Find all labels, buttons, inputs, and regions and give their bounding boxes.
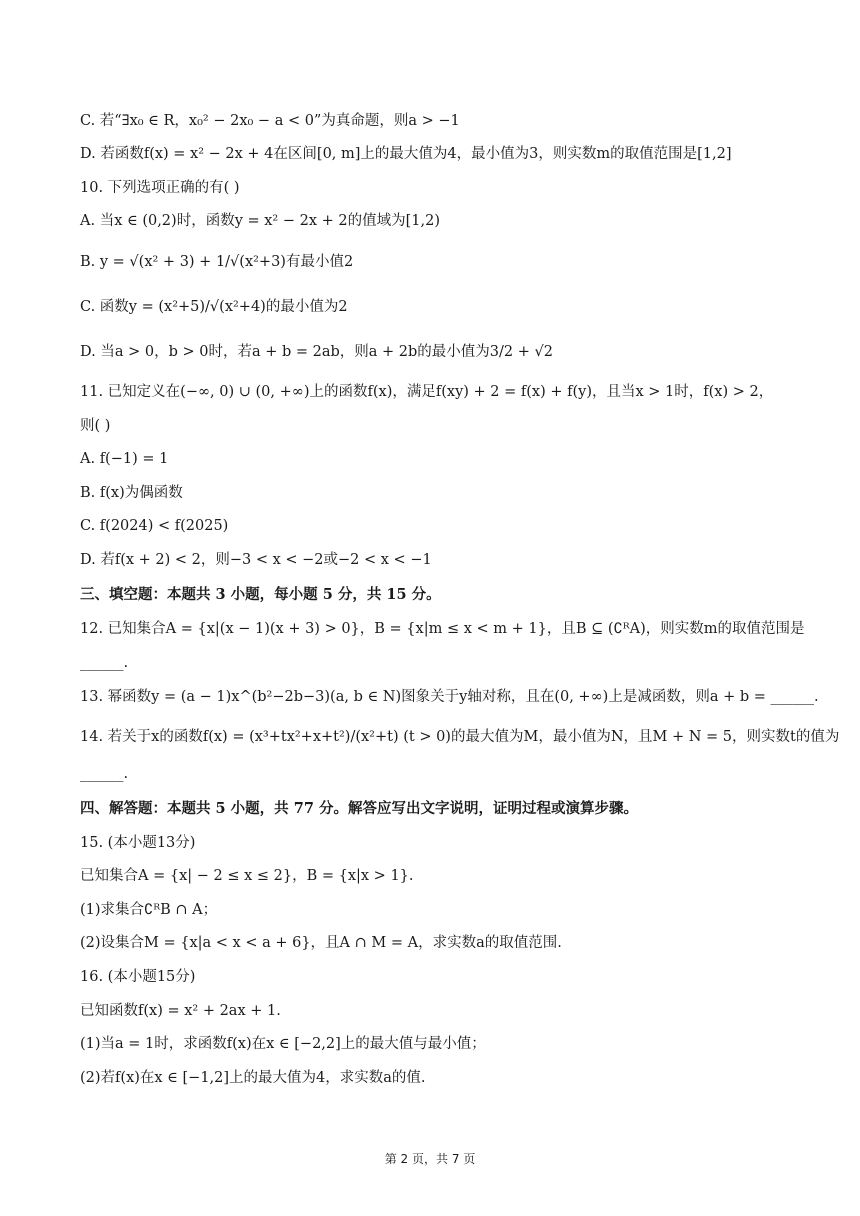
option-10d: D. 当a > 0，b > 0时，若a + b = 2ab，则a + 2b的最小值为3/2 + √2: [80, 344, 553, 360]
question-15-part1: (1)求集合∁ᴿB ∩ A；: [80, 902, 218, 918]
option-11b: B. f(x)为偶函数: [80, 485, 183, 501]
section-4-heading: 四、解答题：本题共 5 小题，共 77 分。解答应写出文字说明，证明过程或演算步骤。: [80, 800, 638, 817]
question-15-part2: (2)设集合M = {x|a < x < a + 6}，且A ∩ M = A，求实数a的取值范围.: [80, 935, 562, 951]
question-16: 16. (本小题15分): [80, 969, 196, 985]
question-16-part2: (2)若f(x)在x ∈ [−1,2]上的最大值为4，求实数a的值.: [80, 1070, 426, 1086]
question-11: 11. 已知定义在(−∞, 0) ∪ (0, +∞)上的函数f(x)，满足f(xy) + 2 = f(x) + f(y)，且当x > 1时，f(x) > 2，: [80, 384, 774, 400]
question-13: 13. 幂函数y = (a − 1)x^(b²−2b−3)(a, b ∈ N)图象关于y轴对称，且在(0, +∞)上是减函数，则a + b = ______.: [80, 689, 819, 705]
option-10a: A. 当x ∈ (0,2)时，函数y = x² − 2x + 2的值域为[1,2): [80, 213, 440, 229]
section-3-heading: 三、填空题：本题共 3 小题，每小题 5 分，共 15 分。: [80, 586, 441, 603]
option-11c: C. f(2024) < f(2025): [80, 518, 229, 534]
question-16-part1: (1)当a = 1时，求函数f(x)在x ∈ [−2,2]上的最大值与最小值；: [80, 1036, 486, 1052]
option-10c: C. 函数y = (x²+5)/√(x²+4)的最小值为2: [80, 299, 348, 315]
question-12-blank: ______.: [80, 655, 129, 671]
question-14: 14. 若关于x的函数f(x) = (x³+tx²+x+t²)/(x²+t) (t > 0)的最大值为M，最小值为N，且M + N = 5，则实数t的值为: [80, 729, 840, 745]
page-footer: 第 2 页，共 7 页: [384, 1152, 476, 1166]
option-9c: C. 若“∃x₀ ∈ R，x₀² − 2x₀ − a < 0”为真命题，则a > −1: [80, 113, 460, 129]
question-11-cont: 则( ): [80, 418, 111, 434]
option-11d: D. 若f(x + 2) < 2，则−3 < x < −2或−2 < x < −1: [80, 552, 432, 568]
question-15: 15. (本小题13分): [80, 835, 196, 851]
question-15-stem: 已知集合A = {x| − 2 ≤ x ≤ 2}，B = {x|x > 1}.: [80, 868, 414, 884]
question-14-blank: ______.: [80, 766, 129, 782]
question-12: 12. 已知集合A = {x|(x − 1)(x + 3) > 0}，B = {x|m ≤ x < m + 1}，且B ⊆ (∁ᴿA)，则实数m的取值范围是: [80, 621, 805, 637]
option-9d: D. 若函数f(x) = x² − 2x + 4在区间[0, m]上的最大值为4，最小值为3，则实数m的取值范围是[1,2]: [80, 146, 732, 162]
question-16-stem: 已知函数f(x) = x² + 2ax + 1.: [80, 1003, 281, 1019]
question-10: 10. 下列选项正确的有( ): [80, 180, 240, 196]
option-10b: B. y = √(x² + 3) + 1/√(x²+3)有最小值2: [80, 254, 354, 270]
option-11a: A. f(−1) = 1: [80, 451, 169, 467]
